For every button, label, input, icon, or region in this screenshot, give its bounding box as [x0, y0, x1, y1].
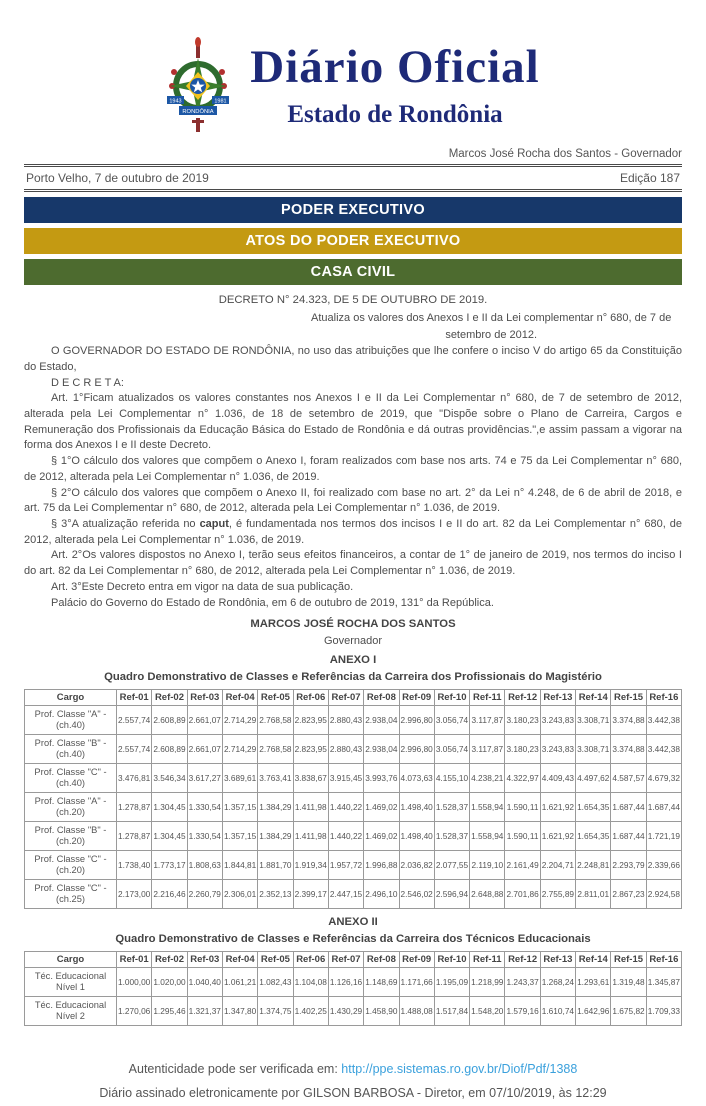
salary-value-cell: 1.844,81: [222, 851, 257, 880]
column-header: Ref-07: [328, 690, 363, 706]
salary-value-cell: 3.838,67: [293, 764, 328, 793]
salary-value-cell: 1.687,44: [646, 793, 681, 822]
salary-value-cell: 3.056,74: [434, 735, 469, 764]
banner-atos-poder-executivo: ATOS DO PODER EXECUTIVO: [24, 228, 682, 254]
salary-value-cell: 2.701,86: [505, 880, 540, 909]
salary-value-cell: 2.938,04: [364, 735, 399, 764]
salary-value-cell: 1.148,69: [364, 968, 399, 997]
salary-value-cell: 2.768,58: [258, 735, 293, 764]
salary-value-cell: 1.374,75: [258, 997, 293, 1026]
salary-value-cell: 2.399,17: [293, 880, 328, 909]
table-row: [25, 735, 682, 764]
signed-line: Diário assinado eletronicamente por GILSON BARBOSA - Diretor, em 07/10/2019, às 12:29: [99, 1086, 607, 1101]
salary-value-cell: 1.558,94: [470, 822, 505, 851]
salary-value-cell: 3.442,38: [646, 735, 681, 764]
column-header: Ref-06: [293, 690, 328, 706]
anexo2-table: [24, 951, 682, 1026]
column-header: Ref-06: [293, 952, 328, 968]
column-header: Ref-16: [646, 690, 681, 706]
salary-value-cell: 1.430,29: [328, 997, 363, 1026]
salary-value-cell: 1.469,02: [364, 793, 399, 822]
salary-value-cell: 3.374,88: [611, 735, 646, 764]
salary-value-cell: 1.642,96: [576, 997, 611, 1026]
salary-value-cell: 1.319,48: [611, 968, 646, 997]
salary-value-cell: 3.993,76: [364, 764, 399, 793]
salary-value-cell: 2.119,10: [470, 851, 505, 880]
salary-value-cell: 1.126,16: [328, 968, 363, 997]
cargo-cell: Prof. Classe "C" - (ch.20): [25, 851, 117, 880]
salary-value-cell: 1.996,88: [364, 851, 399, 880]
rondonia-coat-of-arms-icon: [166, 36, 230, 136]
salary-value-cell: 1.654,35: [576, 822, 611, 851]
column-header: Ref-05: [258, 952, 293, 968]
cargo-cell: Téc. Educacional Nível 1: [25, 968, 117, 997]
salary-value-cell: 2.648,88: [470, 880, 505, 909]
page-footer: [24, 1058, 682, 1106]
table-row: [25, 822, 682, 851]
salary-value-cell: 1.610,74: [540, 997, 575, 1026]
salary-value-cell: 1.440,22: [328, 822, 363, 851]
salary-value-cell: 1.548,20: [470, 997, 505, 1026]
salary-value-cell: 3.308,71: [576, 706, 611, 735]
column-header: Ref-12: [505, 690, 540, 706]
cargo-cell: Prof. Classe "C" - (ch.40): [25, 764, 117, 793]
salary-value-cell: 1.654,35: [576, 793, 611, 822]
column-header: Ref-04: [222, 952, 257, 968]
salary-value-cell: 4.238,21: [470, 764, 505, 793]
salary-value-cell: 2.996,80: [399, 735, 434, 764]
governor-line: Marcos José Rocha dos Santos - Governador: [448, 148, 682, 160]
salary-value-cell: 1.104,08: [293, 968, 328, 997]
salary-value-cell: 2.661,07: [187, 735, 222, 764]
column-header: Ref-15: [611, 690, 646, 706]
decree-decreta: D E C R E T A:: [51, 376, 124, 389]
salary-value-cell: 2.204,71: [540, 851, 575, 880]
salary-value-cell: 2.880,43: [328, 706, 363, 735]
column-header: Ref-13: [540, 690, 575, 706]
column-header: Ref-11: [470, 690, 505, 706]
column-header: Cargo: [25, 690, 117, 706]
salary-value-cell: 1.345,87: [646, 968, 681, 997]
salary-value-cell: 1.687,44: [611, 822, 646, 851]
table-row: [25, 880, 682, 909]
decree-par2: § 2°O cálculo dos valores que compõem o Anexo II, foi realizado com base no art. 2° da Lei n° 4.248, de 6 de abril de 2018, e art. 75 da Lei Complementar n° 680, de 2012, alterada pela Lei Complementar n° 1.036, de 2019.: [24, 486, 682, 515]
salary-value-cell: 1.709,33: [646, 997, 681, 1026]
salary-value-cell: 2.447,15: [328, 880, 363, 909]
salary-value-cell: 1.020,00: [152, 968, 187, 997]
salary-value-cell: 3.374,88: [611, 706, 646, 735]
salary-value-cell: 1.402,25: [293, 997, 328, 1026]
salary-value-cell: 2.161,49: [505, 851, 540, 880]
salary-value-cell: 1.384,29: [258, 793, 293, 822]
salary-value-cell: 1.528,37: [434, 822, 469, 851]
salary-value-cell: 1.171,66: [399, 968, 434, 997]
salary-value-cell: 1.000,00: [117, 968, 152, 997]
column-header: Ref-07: [328, 952, 363, 968]
decree-par3: [24, 517, 682, 548]
column-header: Ref-10: [434, 952, 469, 968]
column-header: Ref-11: [470, 952, 505, 968]
section-banners: [24, 197, 682, 285]
salary-value-cell: 1.469,02: [364, 822, 399, 851]
salary-value-cell: 2.557,74: [117, 735, 152, 764]
salary-value-cell: 4.679,32: [646, 764, 681, 793]
salary-value-cell: 1.195,09: [434, 968, 469, 997]
salary-value-cell: 3.476,81: [117, 764, 152, 793]
salary-value-cell: 1.957,72: [328, 851, 363, 880]
salary-value-cell: 1.330,54: [187, 793, 222, 822]
salary-value-cell: 1.270,06: [117, 997, 152, 1026]
salary-value-cell: 2.077,55: [434, 851, 469, 880]
decree-art2: Art. 2°Os valores dispostos no Anexo I, terão seus efeitos financeiros, a contar de 1° de janeiro de 2019, nos termos do inciso I do art. 82 da Lei Complementar n° 680, de 2012, alterada pela Lei Complementar n° 1.036, de 2019.: [24, 549, 682, 578]
salary-value-cell: 3.617,27: [187, 764, 222, 793]
salary-value-cell: 2.823,95: [293, 706, 328, 735]
salary-value-cell: 3.689,61: [222, 764, 257, 793]
salary-value-cell: 2.996,80: [399, 706, 434, 735]
date-edition-row: [24, 167, 682, 189]
decree-body: [24, 294, 682, 647]
salary-value-cell: 1.384,29: [258, 822, 293, 851]
salary-value-cell: 1.347,80: [222, 997, 257, 1026]
column-header: Ref-04: [222, 690, 257, 706]
salary-value-cell: 2.661,07: [187, 706, 222, 735]
salary-value-cell: 2.608,89: [152, 706, 187, 735]
salary-value-cell: 1.590,11: [505, 822, 540, 851]
table-row: [25, 851, 682, 880]
salary-value-cell: 1.488,08: [399, 997, 434, 1026]
salary-value-cell: 3.763,41: [258, 764, 293, 793]
table-row: [25, 997, 682, 1026]
salary-value-cell: 1.330,54: [187, 822, 222, 851]
authenticity-line: [24, 1058, 682, 1082]
salary-value-cell: 1.243,37: [505, 968, 540, 997]
salary-value-cell: 1.295,46: [152, 997, 187, 1026]
table-row: [25, 968, 682, 997]
salary-value-cell: 1.304,45: [152, 822, 187, 851]
salary-value-cell: 1.321,37: [187, 997, 222, 1026]
salary-value-cell: 2.867,23: [611, 880, 646, 909]
decree-preamble: O GOVERNADOR DO ESTADO DE RONDÔNIA, no uso das atribuições que lhe confere o inciso V do artigo 65 da Constituição do Estado,: [24, 345, 682, 373]
salary-value-cell: 2.260,79: [187, 880, 222, 909]
column-header: Ref-10: [434, 690, 469, 706]
banner-poder-executivo: PODER EXECUTIVO: [24, 197, 682, 223]
salary-value-cell: 3.056,74: [434, 706, 469, 735]
salary-value-cell: 2.036,82: [399, 851, 434, 880]
salary-value-cell: 2.546,02: [399, 880, 434, 909]
column-header: Ref-09: [399, 952, 434, 968]
salary-value-cell: 4.587,57: [611, 764, 646, 793]
salary-value-cell: 1.808,63: [187, 851, 222, 880]
salary-value-cell: 2.608,89: [152, 735, 187, 764]
anexo1-subtitle: Quadro Demonstrativo de Classes e Referências da Carreira dos Profissionais do Magistério: [104, 671, 602, 684]
salary-value-cell: 2.823,95: [293, 735, 328, 764]
decree-par3-pre: § 3°A atualização referida no: [51, 518, 200, 530]
salary-value-cell: 3.442,38: [646, 706, 681, 735]
salary-value-cell: 1.293,61: [576, 968, 611, 997]
salary-value-cell: 3.243,83: [540, 706, 575, 735]
column-header: Ref-02: [152, 690, 187, 706]
table-row: [25, 706, 682, 735]
salary-value-cell: 3.243,83: [540, 735, 575, 764]
salary-value-cell: 2.596,94: [434, 880, 469, 909]
column-header: Ref-01: [117, 952, 152, 968]
column-header: Ref-05: [258, 690, 293, 706]
salary-value-cell: 1.590,11: [505, 793, 540, 822]
divider-rule: [24, 189, 682, 192]
anexo1-title: ANEXO I: [329, 654, 377, 667]
salary-value-cell: 2.306,01: [222, 880, 257, 909]
decree-par1: § 1°O cálculo dos valores que compõem o Anexo I, foram realizados com base nos arts. 74 e 75 da Lei Complementar n° 680, de 2012, alterada pela Lei Complementar n° 1.036, de 2019.: [24, 455, 682, 483]
salary-value-cell: 1.919,34: [293, 851, 328, 880]
salary-value-cell: 3.180,23: [505, 735, 540, 764]
salary-value-cell: 1.738,40: [117, 851, 152, 880]
salary-value-cell: 2.768,58: [258, 706, 293, 735]
salary-value-cell: 1.411,98: [293, 822, 328, 851]
salary-value-cell: 3.546,34: [152, 764, 187, 793]
salary-value-cell: 1.304,45: [152, 793, 187, 822]
salary-value-cell: 1.218,99: [470, 968, 505, 997]
salary-value-cell: 1.040,40: [187, 968, 222, 997]
column-header: Ref-15: [611, 952, 646, 968]
table-row: [25, 793, 682, 822]
salary-value-cell: 1.061,21: [222, 968, 257, 997]
column-header: Ref-14: [576, 690, 611, 706]
salary-value-cell: 4.073,63: [399, 764, 434, 793]
cargo-cell: Prof. Classe "A" - (ch.20): [25, 793, 117, 822]
salary-value-cell: 1.675,82: [611, 997, 646, 1026]
salary-value-cell: 1.773,17: [152, 851, 187, 880]
banner-casa-civil: CASA CIVIL: [24, 259, 682, 285]
decree-palacio: Palácio do Governo do Estado de Rondônia, em 6 de outubro de 2019, 131° da República.: [51, 596, 494, 609]
decree-heading: DECRETO N° 24.323, DE 5 DE OUTUBRO DE 2019.: [218, 294, 488, 306]
salary-value-cell: 2.714,29: [222, 706, 257, 735]
salary-value-cell: 1.440,22: [328, 793, 363, 822]
salary-value-cell: 1.278,87: [117, 822, 152, 851]
salary-value-cell: 3.308,71: [576, 735, 611, 764]
salary-value-cell: 2.938,04: [364, 706, 399, 735]
salary-value-cell: 3.915,45: [328, 764, 363, 793]
salary-value-cell: 1.357,15: [222, 822, 257, 851]
coa-state-name: RONDÔNIA: [182, 109, 214, 115]
salary-value-cell: 1.498,40: [399, 793, 434, 822]
salary-value-cell: 2.496,10: [364, 880, 399, 909]
decree-summary: Atualiza os valores dos Anexos I e II da Lei complementar n° 680, de 7 de setembro de 2012.: [311, 312, 672, 342]
salary-value-cell: 2.352,13: [258, 880, 293, 909]
column-header: Ref-03: [187, 952, 222, 968]
decree-par3-caput: caput: [199, 518, 229, 530]
column-header: Ref-13: [540, 952, 575, 968]
coa-year-right: 1981: [214, 98, 227, 105]
salary-value-cell: 2.924,58: [646, 880, 681, 909]
column-header: Ref-08: [364, 952, 399, 968]
salary-value-cell: 2.293,79: [611, 851, 646, 880]
salary-value-cell: 4.497,62: [576, 764, 611, 793]
table-row: [25, 764, 682, 793]
salary-value-cell: 2.216,46: [152, 880, 187, 909]
masthead: [24, 36, 682, 136]
gazette-title: Diário Oficial: [250, 40, 540, 93]
salary-value-cell: 1.579,16: [505, 997, 540, 1026]
signature-name: MARCOS JOSÉ ROCHA DOS SANTOS: [250, 618, 456, 631]
cargo-cell: Prof. Classe "C" - (ch.25): [25, 880, 117, 909]
salary-value-cell: 1.881,70: [258, 851, 293, 880]
salary-value-cell: 1.528,37: [434, 793, 469, 822]
column-header: Ref-02: [152, 952, 187, 968]
salary-value-cell: 1.458,90: [364, 997, 399, 1026]
salary-value-cell: 2.811,01: [576, 880, 611, 909]
salary-value-cell: 1.621,92: [540, 822, 575, 851]
salary-value-cell: 4.322,97: [505, 764, 540, 793]
salary-value-cell: 1.278,87: [117, 793, 152, 822]
salary-value-cell: 1.498,40: [399, 822, 434, 851]
salary-value-cell: 2.339,66: [646, 851, 681, 880]
gazette-subtitle: Estado de Rondônia: [287, 101, 503, 129]
salary-value-cell: 1.621,92: [540, 793, 575, 822]
column-header: Ref-09: [399, 690, 434, 706]
salary-value-cell: 2.755,89: [540, 880, 575, 909]
salary-value-cell: 2.173,00: [117, 880, 152, 909]
salary-value-cell: 1.687,44: [611, 793, 646, 822]
salary-value-cell: 1.357,15: [222, 793, 257, 822]
cargo-cell: Téc. Educacional Nível 2: [25, 997, 117, 1026]
decree-art3: Art. 3°Este Decreto entra em vigor na data de sua publicação.: [51, 580, 354, 593]
salary-value-cell: 2.557,74: [117, 706, 152, 735]
anexo1-table: [24, 689, 682, 909]
column-header: Cargo: [25, 952, 117, 968]
masthead-titles: [250, 40, 540, 129]
edition-number: Edição 187: [619, 171, 680, 185]
salary-value-cell: 1.411,98: [293, 793, 328, 822]
column-header: Ref-08: [364, 690, 399, 706]
anexo2-subtitle: Quadro Demonstrativo de Classes e Referências da Carreira dos Técnicos Educacionais: [115, 933, 591, 946]
column-header: Ref-01: [117, 690, 152, 706]
decree-art1: Art. 1°Ficam atualizados os valores constantes nos Anexos I e II da Lei Complementar n° 680, de 7 de setembro de 2012, alterada pela Lei Complementar n° 1.036, de 18 de setembro de 2019, que "Dispõe sobre o Plano de Carreira, Cargos e Remuneração dos Profissionais da Educação Básica do Estado de Rondônia e dá outras providências.",e assim passam a vigorar na forma dos Anexos I e II deste Decreto.: [24, 392, 682, 452]
cargo-cell: Prof. Classe "B" - (ch.20): [25, 822, 117, 851]
decree-par3-post: , é fundamentada nos termos dos incisos I e II do art. 82 da Lei Complementar n° 680, de 2012, alterada pela Lei Complementar n° 1.036, de 2019.: [24, 518, 682, 546]
salary-value-cell: 3.180,23: [505, 706, 540, 735]
salary-value-cell: 1.517,84: [434, 997, 469, 1026]
anexo2-title: ANEXO II: [328, 916, 378, 929]
salary-value-cell: 3.117,87: [470, 735, 505, 764]
salary-value-cell: 1.558,94: [470, 793, 505, 822]
salary-value-cell: 4.155,10: [434, 764, 469, 793]
cargo-cell: Prof. Classe "B" - (ch.40): [25, 735, 117, 764]
column-header: Ref-03: [187, 690, 222, 706]
coa-year-left: 1943: [169, 98, 182, 105]
salary-value-cell: 2.880,43: [328, 735, 363, 764]
signature-role: Governador: [323, 635, 383, 648]
column-header: Ref-14: [576, 952, 611, 968]
salary-value-cell: 2.248,81: [576, 851, 611, 880]
authenticity-link[interactable]: http://ppe.sistemas.ro.gov.br/Diof/Pdf/1388: [341, 1062, 578, 1077]
salary-value-cell: 4.409,43: [540, 764, 575, 793]
cargo-cell: Prof. Classe "A" - (ch.40): [25, 706, 117, 735]
column-header: Ref-12: [505, 952, 540, 968]
column-header: Ref-16: [646, 952, 681, 968]
salary-value-cell: 1.082,43: [258, 968, 293, 997]
place-date: Porto Velho, 7 de outubro de 2019: [26, 171, 209, 185]
salary-value-cell: 1.721,19: [646, 822, 681, 851]
authenticity-prefix: Autenticidade pode ser verificada em:: [128, 1062, 342, 1077]
salary-value-cell: 3.117,87: [470, 706, 505, 735]
salary-value-cell: 1.268,24: [540, 968, 575, 997]
salary-value-cell: 2.714,29: [222, 735, 257, 764]
